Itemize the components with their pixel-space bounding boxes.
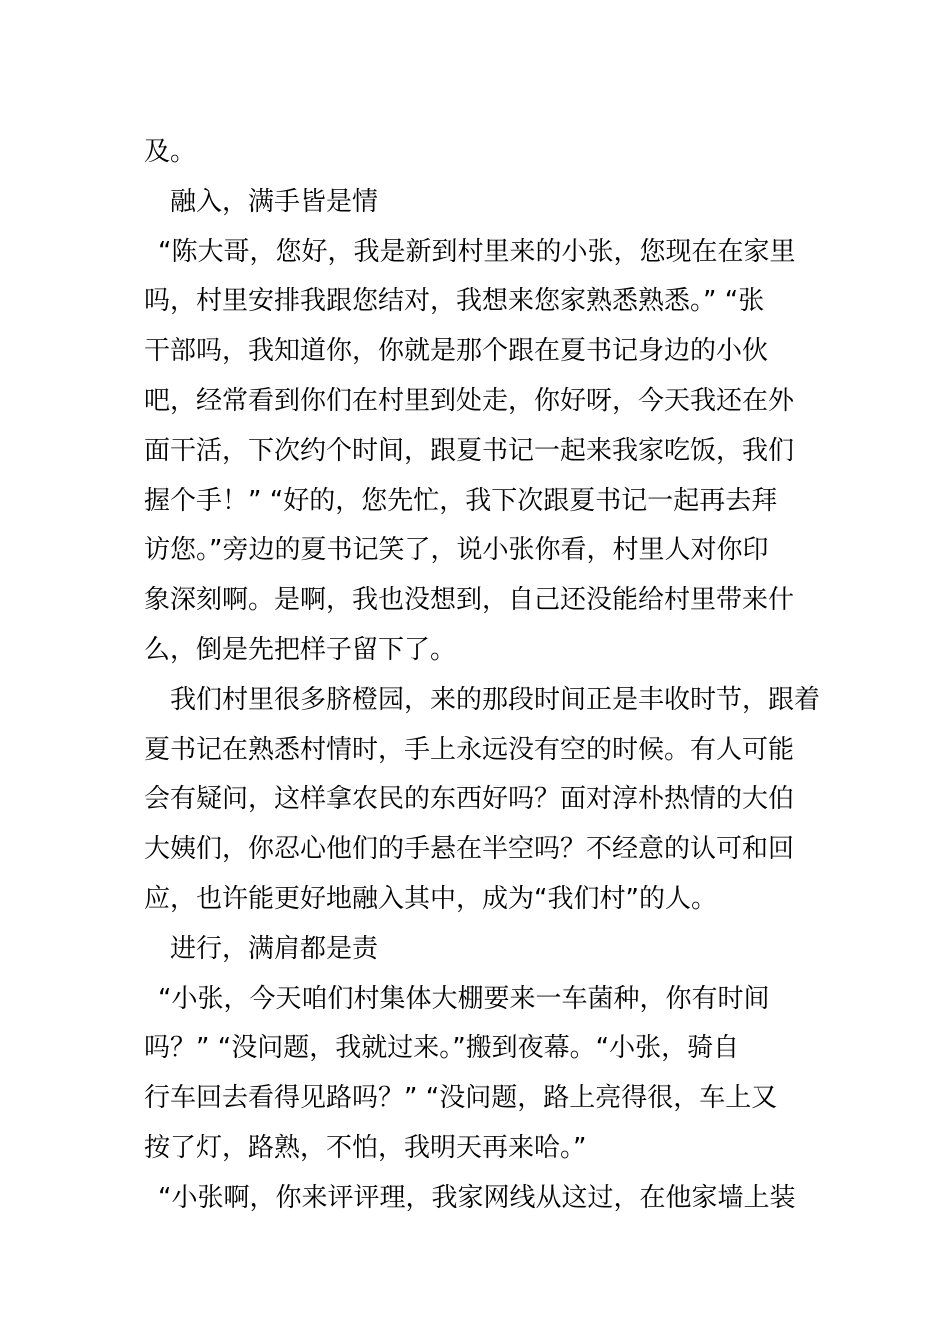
text-line: 访您。”旁边的夏书记笑了，说小张你看，村里人对你印	[144, 535, 769, 566]
text-line: 握个手！” “好的，您先忙，我下次跟夏书记一起再去拜	[144, 485, 778, 516]
section-heading: 进行，满肩都是责	[170, 933, 379, 964]
text-line: “小张，今天咱们村集体大棚要来一车菌种，你有时间	[158, 983, 770, 1014]
document-body	[144, 128, 821, 1224]
text-line: 象深刻啊。是啊，我也没想到，自己还没能给村里带来什	[144, 585, 795, 616]
section-heading: 融入，满手皆是情	[170, 186, 379, 217]
text-line: 会有疑问，这样拿农民的东西好吗？面对淳朴热情的大伯	[144, 784, 795, 815]
text-line: 按了灯，路熟，不怕，我明天再来哈。”	[144, 1132, 587, 1163]
text-line: 我们村里很多脐橙园，来的那段时间正是丰收时节，跟着	[170, 684, 821, 715]
text-line: 干部吗，我知道你，你就是那个跟在夏书记身边的小伙	[144, 336, 769, 367]
text-line: “陈大哥，您好，我是新到村里来的小张，您现在在家里	[158, 236, 796, 267]
text-line: 面干活，下次约个时间，跟夏书记一起来我家吃饭，我们	[144, 435, 795, 466]
text-line: 大姨们，你忍心他们的手悬在半空吗？不经意的认可和回	[144, 834, 795, 865]
text-line: 夏书记在熟悉村情时，手上永远没有空的时候。有人可能	[144, 734, 795, 765]
text-line: 及。	[144, 137, 197, 167]
text-line: 行车回去看得见路吗？” “没问题，路上亮得很，车上又	[144, 1083, 778, 1114]
text-line: 应，也许能更好地融入其中，成为“我们村”的人。	[144, 883, 717, 914]
text-line: 吧，经常看到你们在村里到处走，你好呀，今天我还在外	[144, 385, 795, 416]
text-line: 吗，村里安排我跟您结对，我想来您家熟悉熟悉。” “张	[144, 286, 765, 317]
text-line: 么，倒是先把样子留下了。	[144, 634, 457, 665]
text-line: “小张啊，你来评评理，我家网线从这过，在他家墙上装	[158, 1182, 796, 1213]
text-line: 吗？” “没问题，我就过来。”搬到夜幕。“小张，骑自	[144, 1033, 740, 1064]
